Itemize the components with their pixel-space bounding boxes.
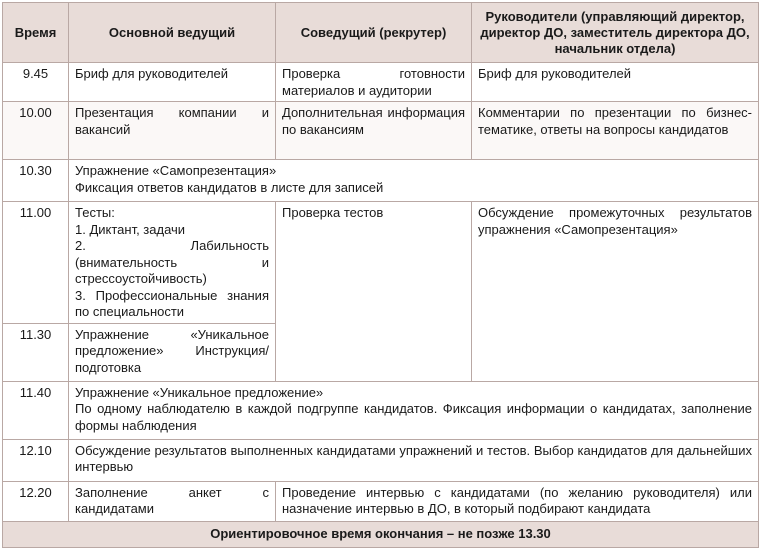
managers-cell: Комментарии по презентации по бизнес-тематике, ответы на вопросы кандидатов: [472, 102, 759, 160]
merged-cell: [69, 381, 759, 439]
cohost-cell: Проверка тестов: [276, 202, 472, 382]
time-cell: 11.40: [3, 381, 69, 439]
merged-cell: Обсуждение результатов выполненных кандидатами упражнений и тестов. Выбор кандидатов для дальнейших интервью: [69, 439, 759, 481]
header-host: Основной ведущий: [69, 3, 276, 63]
exercise-title: Упражнение «Уникальное предложение»: [75, 384, 324, 400]
exercise-title: Упражнение «Самопрезентация»: [75, 163, 277, 178]
host-cell: Бриф для руководителей: [69, 63, 276, 102]
header-row: [3, 3, 759, 63]
list-item: 3. Профессиональные знания по специальности: [75, 287, 269, 319]
time-cell: 12.10: [3, 439, 69, 481]
footer-row: [3, 521, 759, 547]
exercise-note: Фиксация ответов кандидатов в листе для записей: [75, 179, 384, 195]
cohost-cell: Дополнительная информация по вакансиям: [276, 102, 472, 160]
time-cell: 12.20: [3, 481, 69, 521]
host-cell: Презентация компании и вакансий: [69, 102, 276, 160]
header-time: Время: [3, 3, 69, 63]
schedule-table: [2, 2, 759, 548]
end-time-note: Ориентировочное время окончания – не позже 13.30: [3, 521, 759, 547]
time-cell: 11.30: [3, 323, 69, 381]
managers-cell: Бриф для руководителей: [472, 63, 759, 102]
list-item: 2. Лабильность (внимательность и стрессоустойчивость): [75, 238, 269, 286]
table-row: [3, 481, 759, 521]
merged-cell: Проведение интервью с кандидатами (по желанию руководителя) или назначение интервью в ДО, в который подбирают кандидата: [276, 481, 759, 521]
time-cell: 10.00: [3, 102, 69, 160]
time-cell: 10.30: [3, 160, 69, 202]
exercise-note: По одному наблюдателю в каждой подгруппе кандидатов. Фиксация информации о кандидатах, заполнение формы наблюдения: [75, 401, 752, 433]
header-managers: Руководители (управляющий директор, директор ДО, заместитель директора ДО, начальник отдела): [472, 3, 759, 63]
managers-cell: Обсуждение промежуточных результатов упражнения «Самопрезентация»: [472, 202, 759, 382]
time-cell: 9.45: [3, 63, 69, 102]
table-row: [3, 202, 759, 324]
table-row: [3, 439, 759, 481]
tests-title: Тесты:: [75, 205, 115, 220]
cohost-cell: Проверка готовности материалов и аудитории: [276, 63, 472, 102]
host-cell: [69, 202, 276, 324]
time-cell: 11.00: [3, 202, 69, 324]
header-cohost: Соведущий (рекрутер): [276, 3, 472, 63]
table-row: [3, 102, 759, 160]
merged-cell: [69, 160, 759, 202]
list-item: 1. Диктант, задачи: [75, 221, 186, 237]
table-row: [3, 381, 759, 439]
host-cell: Заполнение анкет с кандидатами: [69, 481, 276, 521]
table-row: [3, 160, 759, 202]
host-cell: Упражнение «Уникальное предложение» Инструкция/подготовка: [69, 323, 276, 381]
table-row: [3, 63, 759, 102]
